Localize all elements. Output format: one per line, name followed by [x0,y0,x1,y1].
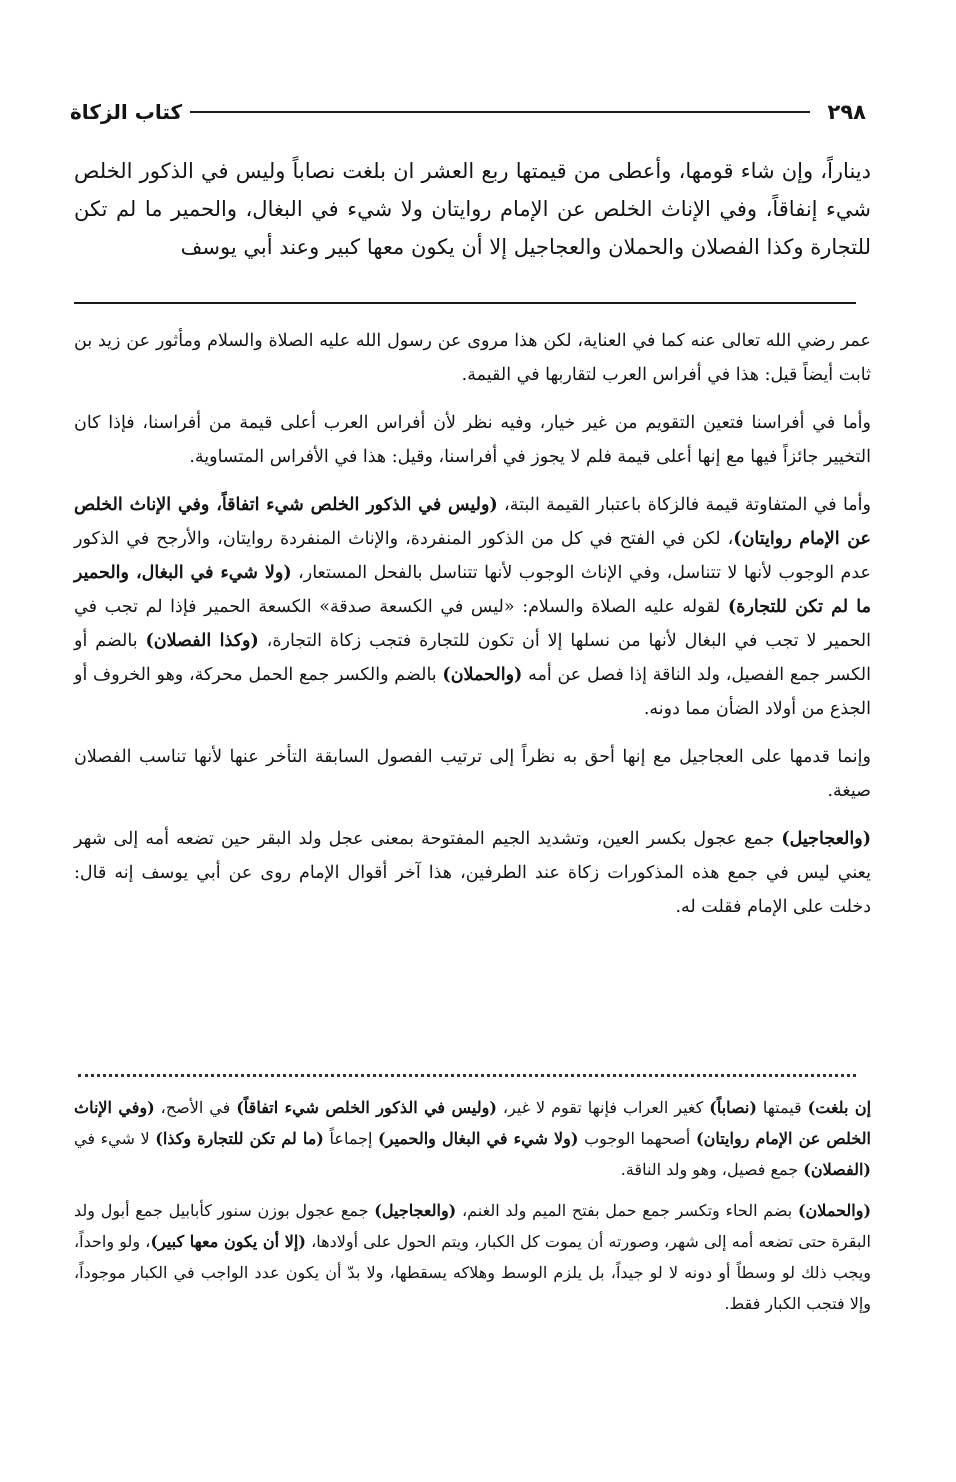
sharh-paragraph-3 [74,488,871,726]
quoted-matn: (وليس في الذكور الخلص شيء اتفاقاً) [236,1098,497,1117]
gloss-text: بضم الحاء وتكسر جمع حمل بفتح الميم ولد الغنم، [461,1201,793,1220]
hashiya-paragraph-2 [74,1195,871,1319]
gloss-text: إجماعاً [329,1129,373,1148]
footnote-divider [78,1074,856,1077]
gloss-text: جمع فصيل، وهو ولد الناقة. [620,1160,799,1179]
quoted-matn: (إلا أن يكون معها كبير) [150,1232,306,1251]
quoted-matn: (والعجاجيل) [374,1201,457,1220]
quoted-matn: (وليس في الذكور الخلص شيء اتفاقاً، وفي الإناث الخلص عن الإمام روايتان) [74,495,871,549]
page-header [70,92,866,132]
sharh-paragraph-1: عمر رضي الله تعالى عنه كما في العناية، لكن هذا مروى عن رسول الله عليه الصلاة والسلام ومأثور عن زيد بن ثابت أيضاً قيل: هذا في أفراس العرب لتقاربها في القيمة. [74,331,871,385]
gloss-text: في الأصح، [160,1098,231,1117]
quoted-matn: (نصاباً) [709,1098,757,1117]
sharh-text: ، لكن في الفتح في كل من الذكور المنفردة، والإناث المنفردة روايتان، والأرجح في الذكور عدم الوجوب لأنها لا تتناسل، وفي الإناث الوجوب لأنها تتناسل بالفحل المستعار، [74,529,871,583]
sharh-paragraph-4: وإنما قدمها على العجاجيل مع إنها أحق به نظراً إلى ترتيب الفصول السابقة التأخر عنها لأنها تناسب الفصلان صيغة. [74,747,871,801]
gloss-text: ، ولو واحداً، ويجب ذلك لو وسطاً أو دونه لا لو جيداً، بل يلزم الوسط وهلاكه يسقطها، ولا بدّ أن يكون عدد الواجب في الكبار موجوداً، وإلا فتجب الكبار فقط. [74,1232,871,1313]
sharh-text: لقوله عليه الصلاة والسلام: «ليس في الكسعة صدقة» الكسعة الحمير فإذا لم تجب في الحمير لا تجب في البغال لأنها من نسلها إلا أن تكون للتجارة فتجب زكاة التجارة، [74,597,871,651]
sharh-text: بالضم والكسر جمع الحمل محركة، وهو الخروف أو الجذع من أولاد الضأن مما دونه. [74,665,871,719]
gloss-text: لا شيء في [74,1129,150,1148]
quoted-matn: (ولا شيء في البغال، والحمير ما لم تكن للتجارة) [74,563,871,617]
matn-text-block [74,152,871,266]
quoted-matn: (والحملان) [797,1201,872,1220]
gloss-text: قيمتها [762,1098,802,1117]
gloss-text: أصحهما الوجوب [584,1129,691,1148]
hashiya-text-block [74,1092,871,1329]
matn-divider [74,302,856,304]
gloss-text: جمع عجول بوزن سنور كأبابيل جمع أبول ولد البقرة حتى تضعه أمه إلى شهر، وصورته أن يموت كل الكبار، ويتم الحول على أولادها، [74,1201,871,1251]
sharh-text-block [74,324,871,938]
sharh-text: بالضم أو الكسر جمع الفصيل، ولد الناقة إذا فصل عن أمه [74,631,871,685]
quoted-matn: (ولا شيء في البغال والحمير) [378,1129,579,1148]
matn-paragraph: ديناراً، وإن شاء قومها، وأعطى من قيمتها ربع العشر ان بلغت نصاباً وليس في الذكور الخلص شيء إنفاقاً، وفي الإناث الخلص عن الإمام روايتان ولا شيء في البغال، والحمير ما لم تكن للتجارة وكذا الفصلان والحملان والعجاجيل إلا أن يكون معها كبير وعند أبي يوسف [74,159,871,259]
gloss-text: كغير العراب فإنها تقوم لا غير، [502,1098,704,1117]
header-rule [190,111,809,113]
quoted-matn: إن بلغت) [807,1098,872,1117]
quoted-matn: (الفصلان) [803,1160,871,1179]
sharh-paragraph-5 [74,822,871,924]
quoted-matn: (ما لم تكن للتجارة وكذا) [155,1129,324,1148]
sharh-text: جمع عجول بكسر العين، وتشديد الجيم المفتوحة بمعنى عجل ولد البقر حين تضعه أمه إلى شهر يعني ليس في جمع هذه المذكورات زكاة عند الطرفين، هذا آخر أقوال الإمام روى عن أبي يوسف إنه قال: دخلت على الإمام فقلت له. [74,829,871,917]
sharh-text: وأما في المتفاوتة قيمة فالزكاة باعتبار القيمة البتة، [504,495,871,515]
sharh-paragraph-2: وأما في أفراسنا فتعين التقويم من غير خيار، وفيه نظر لأن أفراس العرب أعلى قيمة من أفراسنا، فإذا كان التخيير جائزاً فيها مع إنها أعلى قيمة فلم لا يجوز في أفراسنا، وقيل: هذا في الأفراس المتساوية. [74,413,871,467]
page-number: ٢٩٨ [827,100,866,124]
quoted-matn: (والحملان) [442,665,523,685]
quoted-matn: (وكذا الفصلان) [145,631,259,651]
quoted-matn: (والعجاجيل) [781,829,871,849]
hashiya-paragraph-1 [74,1092,871,1185]
quoted-matn: (وفي الإناث الخلص عن الإمام روايتان) [74,1098,871,1148]
running-title: كتاب الزكاة [70,100,183,124]
